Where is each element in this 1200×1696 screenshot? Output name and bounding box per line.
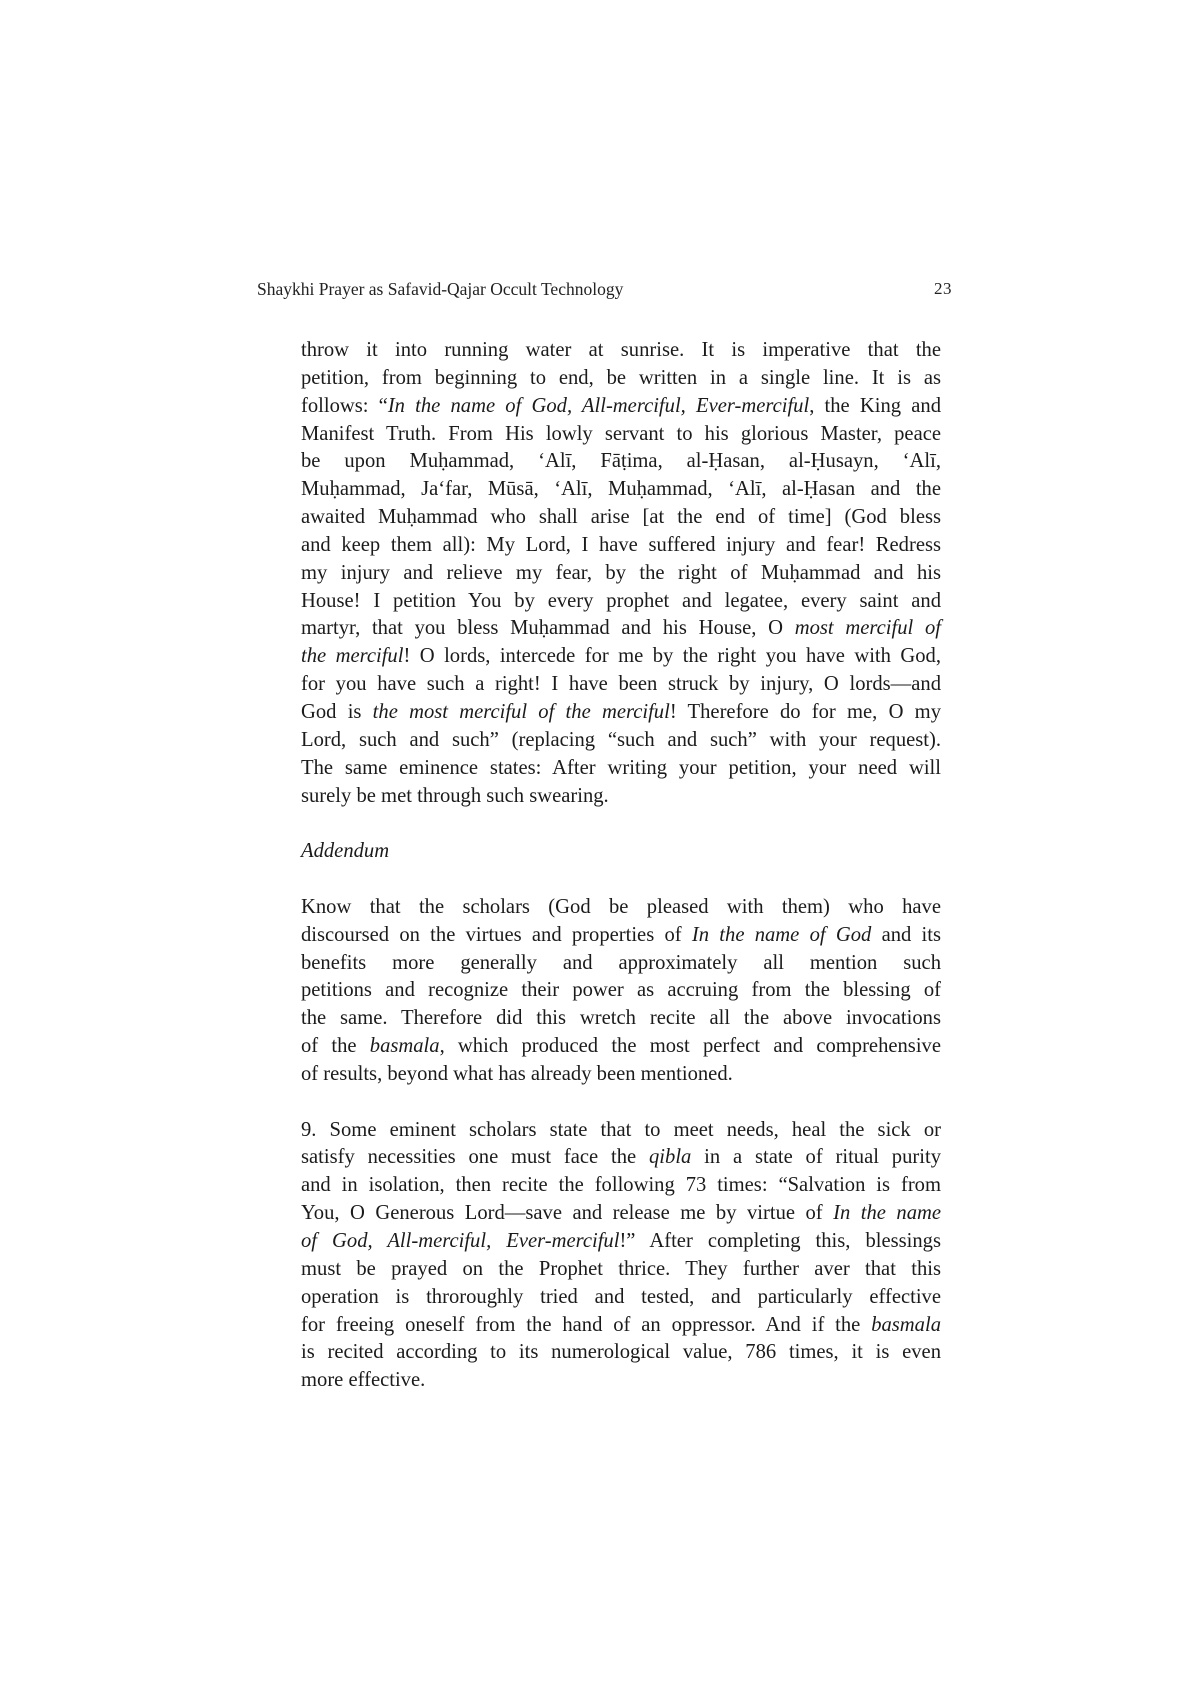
text-line: martyr, that you bless Muḥammad and his House, O most merciful of <box>301 617 941 640</box>
text-line: of the basmala, which produced the most perfect and comprehensive <box>301 1035 941 1058</box>
text-line: The same eminence states: After writing your petition, your need will <box>301 756 941 779</box>
text-line: House! I petition You by every prophet and legatee, every saint and <box>301 589 941 612</box>
text-line: throw it into running water at sunrise. It is imperative that the <box>301 339 941 361</box>
text-line: Muḥammad, Ja‘far, Mūsā, ‘Alī, Muḥammad, ‘Alī, al-Ḥasan and the <box>301 478 941 501</box>
text-line: Know that the scholars (God be pleased with them) who have <box>301 895 941 918</box>
text-line: You, O Generous Lord—save and release me by virtue of In the name <box>301 1202 942 1225</box>
text-line: Manifest Truth. From His lowly servant to his glorious Master, peace <box>301 422 941 445</box>
text-line: my injury and relieve my fear, by the right of Muḥammad and his <box>301 561 941 584</box>
text-line: and in isolation, then recite the following 73 times: “Salvation is from <box>301 1174 941 1197</box>
body-text <box>301 337 941 1395</box>
text-line: of results, beyond what has already been mentioned. <box>301 1062 733 1085</box>
text-line: Lord, such and such” (replacing “such and such” with your request). <box>301 728 941 751</box>
page-number: 23 <box>934 279 952 298</box>
text-line: must be prayed on the Prophet thrice. They further aver that this <box>301 1257 941 1280</box>
text-line: follows: “In the name of God, All-merciful, Ever-merciful, the King and <box>301 394 941 417</box>
text-line: of God, All-merciful, Ever-merciful!” After completing this, blessings <box>301 1230 941 1252</box>
text-line: for freeing oneself from the hand of an oppressor. And if the basmala <box>301 1313 941 1336</box>
text-line: God is the most merciful of the merciful! Therefore do for me, O my <box>301 700 941 723</box>
paragraph-item-9 <box>301 1117 941 1395</box>
paragraph-petition <box>301 337 941 810</box>
text-line: satisfy necessities one must face the qibla in a state of ritual purity <box>301 1146 941 1169</box>
running-head-title: Shaykhi Prayer as Safavid-Qajar Occult Technology <box>257 278 624 299</box>
running-head <box>257 276 952 302</box>
text-line: petitions and recognize their power as accruing from the blessing of <box>301 979 941 1002</box>
section-heading-addendum: Addendum <box>301 840 390 863</box>
text-line: for you have such a right! I have been struck by injury, O lords—and <box>301 673 941 696</box>
text-line: and keep them all): My Lord, I have suffered injury and fear! Redress <box>301 533 941 556</box>
text-line: surely be met through such swearing. <box>301 784 609 807</box>
text-line: be upon Muḥammad, ‘Alī, Fāṭima, al-Ḥasan, al-Ḥusayn, ‘Alī, <box>301 450 941 473</box>
text-line: petition, from beginning to end, be written in a single line. It is as <box>301 366 941 389</box>
paragraph-addendum <box>301 894 941 1089</box>
text-line: is recited according to its numerological value, 786 times, it is even <box>301 1341 941 1364</box>
text-line: the merciful! O lords, intercede for me by the right you have with God, <box>301 645 941 668</box>
text-line: discoursed on the virtues and properties of In the name of God and its <box>301 923 942 946</box>
text-line: awaited Muḥammad who shall arise [at the end of time] (God bless <box>301 506 941 529</box>
text-line: 9. Some eminent scholars state that to meet needs, heal the sick or <box>301 1118 941 1141</box>
text-line: benefits more generally and approximately all mention such <box>301 951 941 974</box>
text-line: the same. Therefore did this wretch recite all the above invocations <box>301 1007 941 1030</box>
text-line: more effective. <box>301 1369 426 1392</box>
text-line: operation is throroughly tried and tested, and particularly effective <box>301 1285 941 1308</box>
